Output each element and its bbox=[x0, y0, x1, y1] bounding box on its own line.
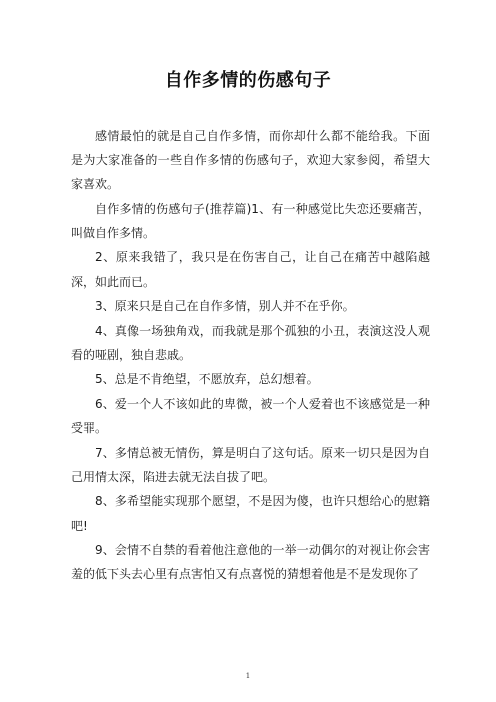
paragraph: 感情最怕的就是自己自作多情，而你却什么都不能给我。下面是为大家准备的一些自作多情的伤感句子，欢迎大家参阅，希望大家喜欢。 bbox=[71, 129, 430, 192]
document-body bbox=[71, 124, 430, 587]
paragraph: 5、总是不肯绝望，不愿放弃，总幻想着。 bbox=[95, 372, 319, 387]
paragraph: 8、多希望能实现那个愿望，不是因为傻，也许只想给心的慰籍吧! bbox=[71, 494, 430, 533]
page-number: 1 bbox=[245, 672, 251, 680]
paragraph: 2、原来我错了，我只是在伤害自己，让自己在痛苦中越陷越深，如此而已。 bbox=[71, 250, 430, 289]
paragraph: 7、多情总被无情伤，算是明白了这句话。原来一切只是因为自己用情太深，陷进去就无法自拔了吧。 bbox=[71, 445, 430, 484]
paragraph: 自作多情的伤感句子(推荐篇)1、有一种感觉比失恋还要痛苦，叫做自作多情。 bbox=[71, 201, 430, 240]
paragraph: 9、会情不自禁的看着他注意他的一举一动偶尔的对视让你会害羞的低下头去心里有点害怕又有点喜悦的猜想着他是不是发现你了 bbox=[71, 543, 430, 582]
document-title: 自作多情的伤感句子 bbox=[164, 70, 332, 91]
paragraph: 3、原来只是自己在自作多情，别人并不在乎你。 bbox=[95, 299, 355, 314]
paragraph: 4、真像一场独角戏，而我就是那个孤独的小丑，表演这没人观看的哑剧，独自悲戚。 bbox=[71, 323, 430, 362]
paragraph: 6、爱一个人不该如此的卑微，被一个人爱着也不该感觉是一种受罪。 bbox=[71, 397, 430, 436]
